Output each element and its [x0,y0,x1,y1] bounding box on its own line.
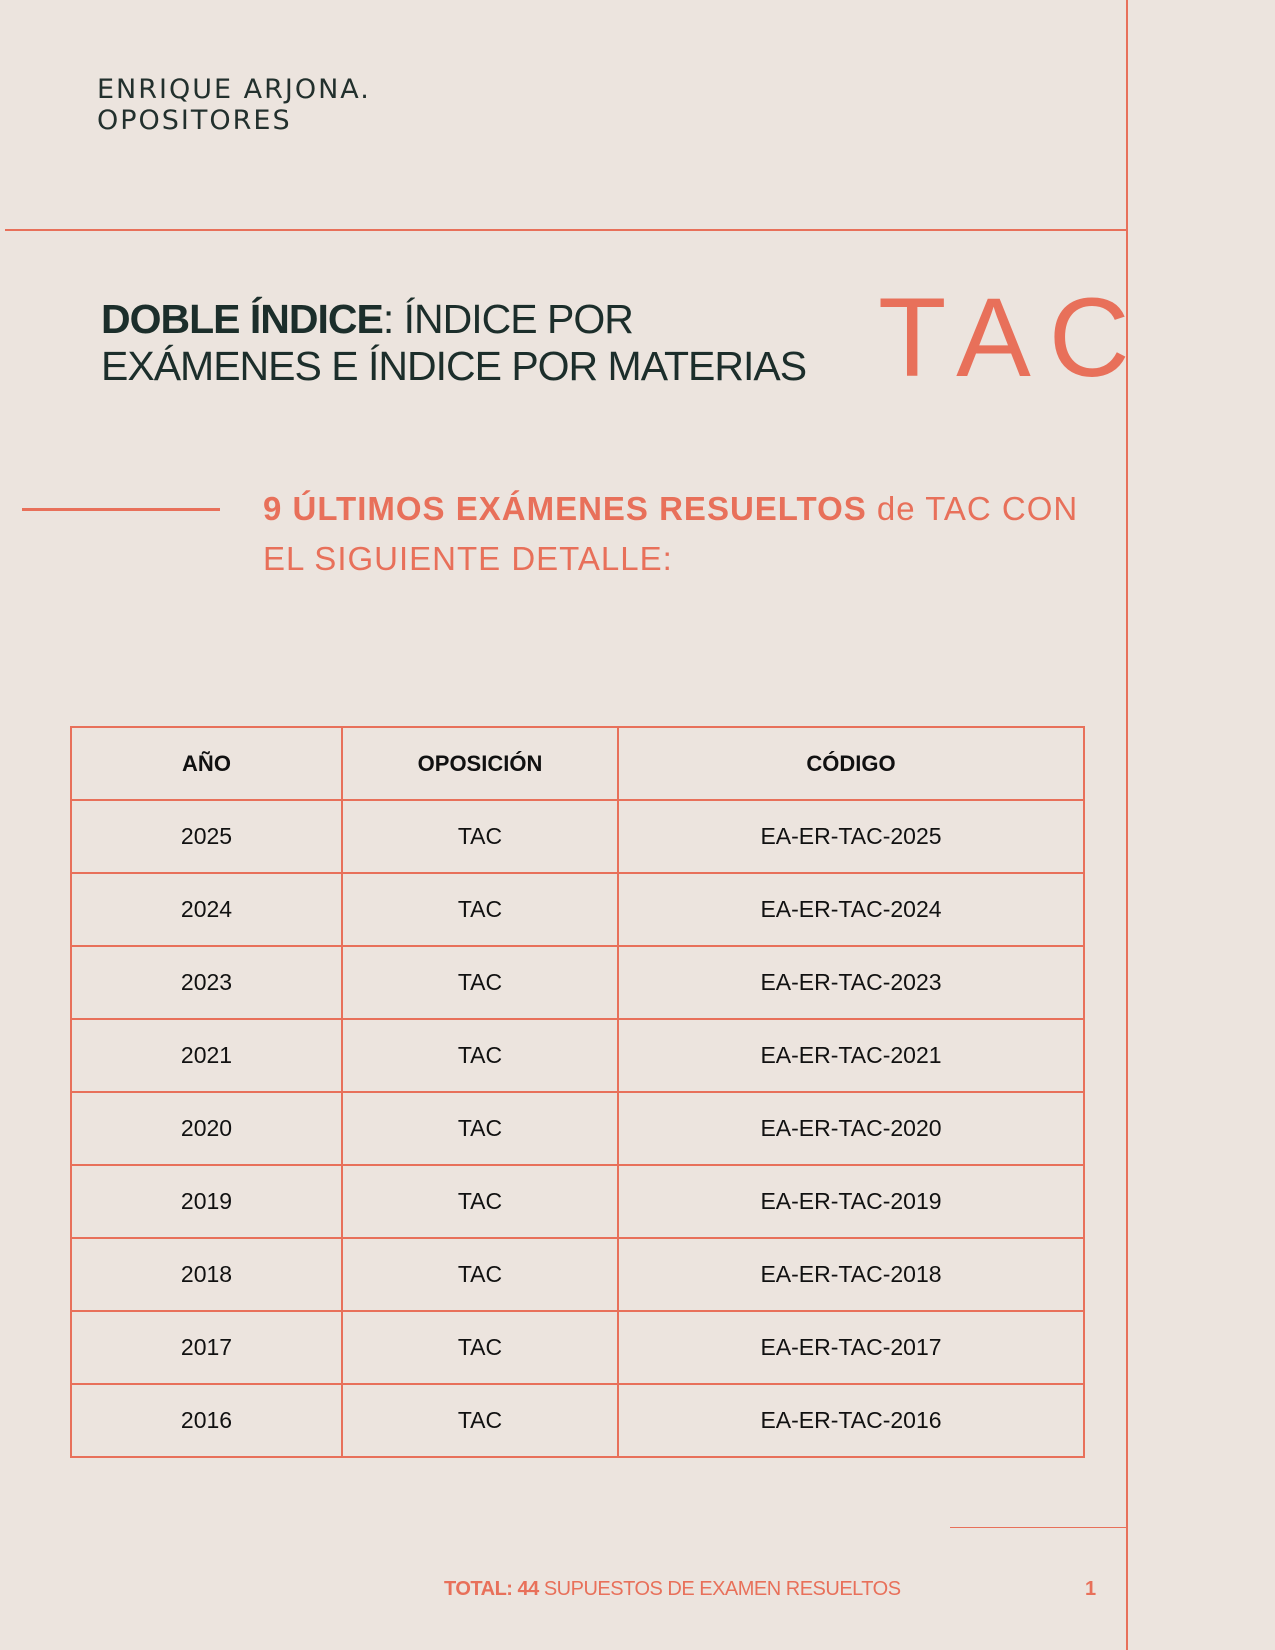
cell-codigo: EA-ER-TAC-2023 [618,946,1084,1019]
cell-oposicion: TAC [342,1384,618,1457]
logo-line-1: ENRIQUE ARJONA. [97,74,371,105]
page-number: 1 [1085,1578,1097,1600]
logo-line-2: OPOSITORES [97,105,292,136]
table-row [71,1384,1084,1457]
title-bold: DOBLE ÍNDICE [101,296,383,342]
subtitle-rest: de TAC CON [866,490,1079,527]
subtitle-accent-line [22,508,220,511]
cell-oposicion: TAC [342,873,618,946]
table-row [71,1311,1084,1384]
footer-total [444,1578,901,1601]
cell-oposicion: TAC [342,1019,618,1092]
subtitle [263,484,1083,584]
cell-year: 2019 [71,1165,342,1238]
header-oposicion: OPOSICIÓN [342,727,618,800]
cell-year: 2025 [71,800,342,873]
subtitle-bold: 9 ÚLTIMOS EXÁMENES RESUELTOS [263,490,867,527]
subtitle-line-2: EL SIGUIENTE DETALLE: [263,540,673,577]
cell-codigo: EA-ER-TAC-2019 [618,1165,1084,1238]
cell-year: 2017 [71,1311,342,1384]
footer-divider [950,1527,1128,1528]
cell-oposicion: TAC [342,1238,618,1311]
cell-year: 2023 [71,946,342,1019]
cell-oposicion: TAC [342,1092,618,1165]
exams-table [70,726,1085,1458]
table-row [71,873,1084,946]
table-row [71,1019,1084,1092]
header-year: AÑO [71,727,342,800]
header-divider [5,229,1128,231]
cell-oposicion: TAC [342,1165,618,1238]
footer-total-count: 44 [517,1578,539,1600]
cell-oposicion: TAC [342,946,618,1019]
header-codigo: CÓDIGO [618,727,1084,800]
table-row [71,1165,1084,1238]
cell-year: 2016 [71,1384,342,1457]
footer-total-label: TOTAL: [444,1578,513,1600]
cell-oposicion: TAC [342,1311,618,1384]
cell-codigo: EA-ER-TAC-2016 [618,1384,1084,1457]
right-border-line [1126,0,1128,1650]
cell-codigo: EA-ER-TAC-2024 [618,873,1084,946]
table-row [71,946,1084,1019]
cell-codigo: EA-ER-TAC-2018 [618,1238,1084,1311]
table-header-row [71,727,1084,800]
table-row [71,1238,1084,1311]
table-row [71,1092,1084,1165]
cell-year: 2024 [71,873,342,946]
cell-year: 2021 [71,1019,342,1092]
cell-year: 2020 [71,1092,342,1165]
cell-codigo: EA-ER-TAC-2025 [618,800,1084,873]
page-title [101,296,806,390]
cell-codigo: EA-ER-TAC-2017 [618,1311,1084,1384]
title-rest: : ÍNDICE POR [382,296,633,342]
big-tac-heading: TAC [878,275,1148,400]
table-row [71,800,1084,873]
cell-codigo: EA-ER-TAC-2020 [618,1092,1084,1165]
footer-total-rest: SUPUESTOS DE EXAMEN RESUELTOS [543,1578,901,1600]
title-line-2: EXÁMENES E ÍNDICE POR MATERIAS [101,343,807,389]
brand-logo [97,74,371,136]
cell-oposicion: TAC [342,800,618,873]
cell-codigo: EA-ER-TAC-2021 [618,1019,1084,1092]
cell-year: 2018 [71,1238,342,1311]
